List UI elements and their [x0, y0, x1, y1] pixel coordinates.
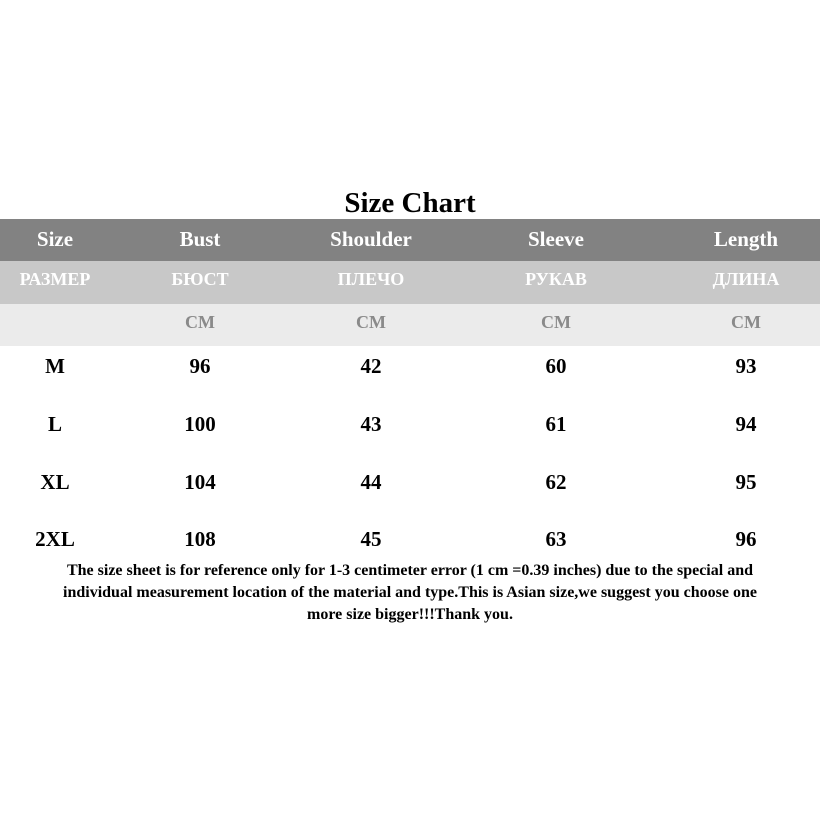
cell-bust: 108 [184, 527, 216, 551]
unit-bust: CM [185, 312, 215, 332]
table-row [0, 519, 820, 559]
table-row [0, 346, 820, 386]
cell-length: 96 [735, 527, 757, 551]
size-note-line: individual measurement location of the material and type.This is Asian size,we suggest you choose one [63, 584, 757, 601]
header-ru-size: РАЗМЕР [19, 269, 91, 289]
cell-sleeve: 60 [545, 354, 567, 378]
cell-bust: 100 [184, 412, 216, 436]
size-note [0, 560, 820, 626]
unit-shoulder: CM [356, 312, 386, 332]
cell-size: 2XL [35, 527, 75, 551]
header-ru-sleeve: РУКАВ [525, 269, 587, 289]
unit-sleeve: CM [541, 312, 571, 332]
table-row [0, 462, 820, 502]
header-ru-bust: БЮСТ [171, 269, 229, 289]
header-bust: Bust [179, 227, 221, 251]
header-sleeve: Sleeve [528, 227, 584, 251]
cell-length: 95 [735, 470, 757, 494]
cell-length: 93 [735, 354, 757, 378]
cell-sleeve: 62 [545, 470, 567, 494]
table-row [0, 404, 820, 444]
header-length: Length [713, 227, 779, 251]
cell-shoulder: 44 [360, 470, 382, 494]
cell-length: 94 [735, 412, 757, 436]
cell-sleeve: 63 [545, 527, 567, 551]
header-shoulder: Shoulder [330, 227, 412, 251]
page-title: Size Chart [344, 187, 476, 219]
cell-shoulder: 45 [360, 527, 382, 551]
size-note-line: more size bigger!!!Thank you. [307, 606, 513, 623]
header-ru-length: ДЛИНА [712, 269, 780, 289]
header-ru-row [0, 261, 820, 304]
cell-shoulder: 43 [360, 412, 382, 436]
size-note-line: The size sheet is for reference only for 1-3 centimeter error (1 cm =0.39 inches) due to the special and [66, 562, 753, 579]
cell-size: M [45, 354, 65, 378]
cell-bust: 96 [189, 354, 211, 378]
cell-size: XL [40, 470, 70, 494]
cell-bust: 104 [184, 470, 216, 494]
header-row [0, 219, 820, 261]
header-size: Size [36, 227, 74, 251]
cell-sleeve: 61 [545, 412, 567, 436]
cell-shoulder: 42 [360, 354, 382, 378]
unit-length: CM [731, 312, 761, 332]
header-ru-shoulder: ПЛЕЧО [337, 269, 405, 289]
cell-size: L [47, 412, 62, 436]
unit-row [0, 304, 820, 346]
